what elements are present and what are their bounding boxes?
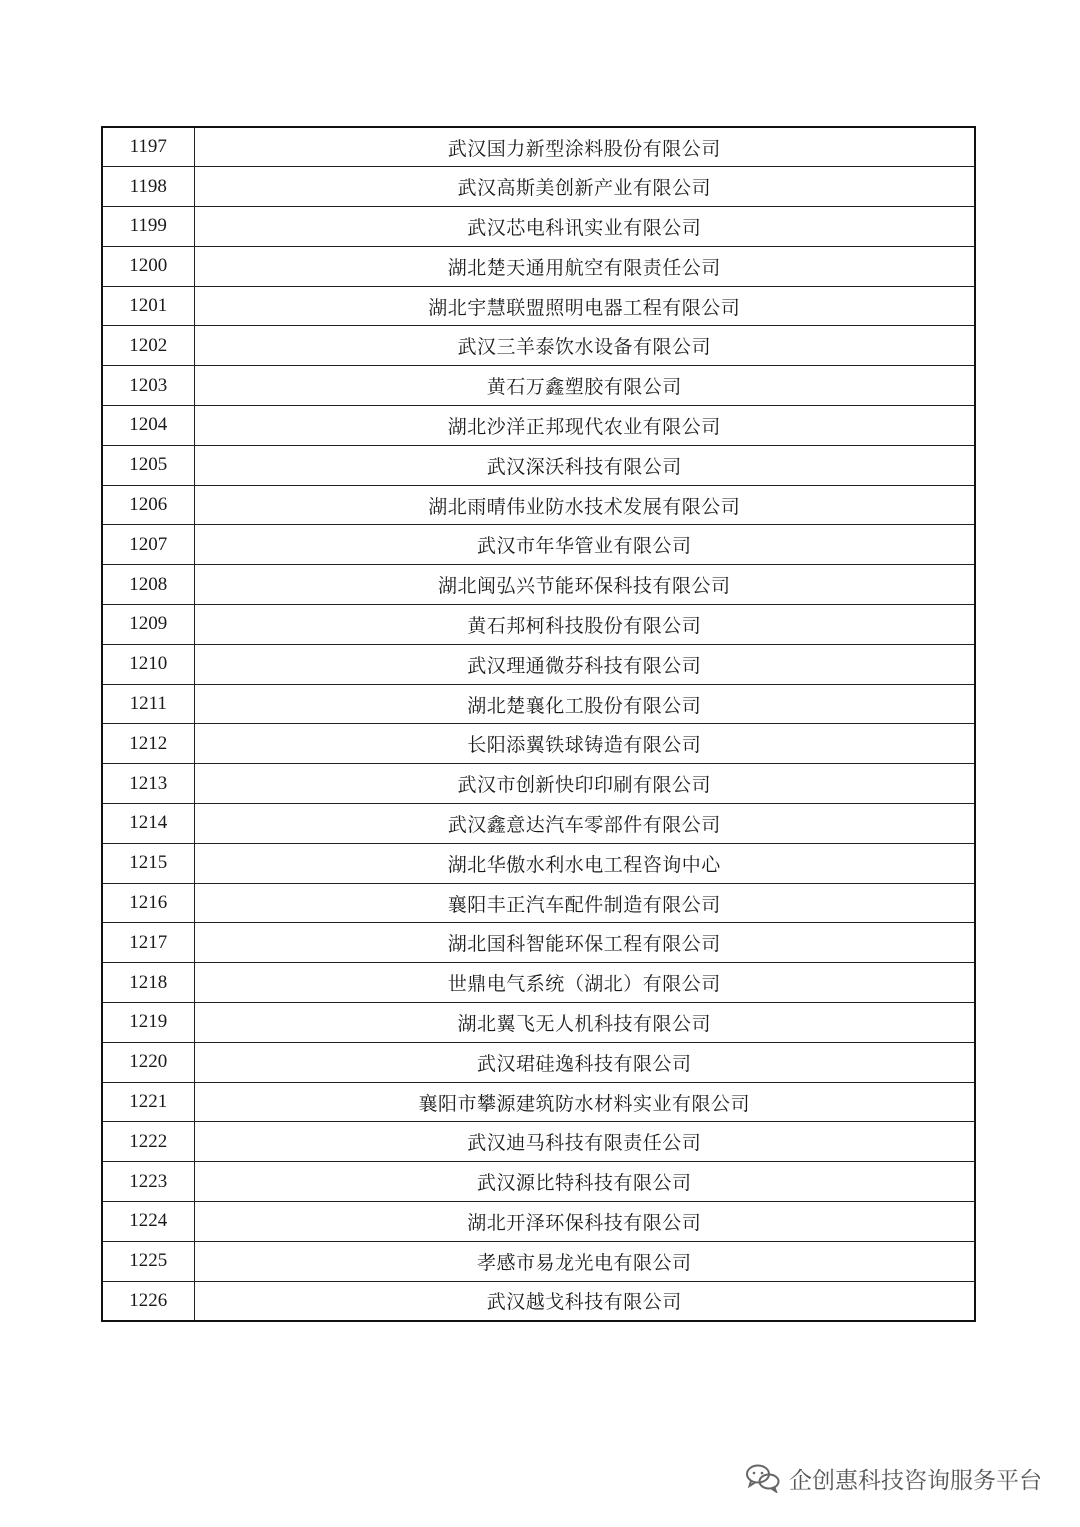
table-row (102, 286, 975, 326)
row-number: 1199 (102, 207, 194, 247)
wechat-icon (745, 1463, 781, 1493)
company-name: 襄阳市攀源建筑防水材料实业有限公司 (194, 1082, 975, 1122)
table-row (102, 366, 975, 406)
watermark (745, 1458, 1042, 1498)
company-name: 湖北华傲水利水电工程咨询中心 (194, 843, 975, 883)
company-name: 武汉三羊泰饮水设备有限公司 (194, 326, 975, 366)
company-name: 湖北翼飞无人机科技有限公司 (194, 1003, 975, 1043)
table-row (102, 843, 975, 883)
company-name: 武汉鑫意达汽车零部件有限公司 (194, 804, 975, 844)
table-row (102, 1042, 975, 1082)
row-number: 1223 (102, 1162, 194, 1202)
row-number: 1221 (102, 1082, 194, 1122)
company-name: 武汉市创新快印印刷有限公司 (194, 764, 975, 804)
company-name: 襄阳丰正汽车配件制造有限公司 (194, 883, 975, 923)
row-number: 1198 (102, 167, 194, 207)
table-row (102, 1003, 975, 1043)
company-name: 武汉理通微芬科技有限公司 (194, 644, 975, 684)
table-row (102, 246, 975, 286)
company-name: 湖北国科智能环保工程有限公司 (194, 923, 975, 963)
company-name: 孝感市易龙光电有限公司 (194, 1241, 975, 1281)
row-number: 1204 (102, 406, 194, 446)
row-number: 1215 (102, 843, 194, 883)
row-number: 1205 (102, 445, 194, 485)
row-number: 1218 (102, 963, 194, 1003)
company-name: 湖北闽弘兴节能环保科技有限公司 (194, 565, 975, 605)
row-number: 1219 (102, 1003, 194, 1043)
company-name: 黄石万鑫塑胶有限公司 (194, 366, 975, 406)
table-row (102, 485, 975, 525)
table-row (102, 127, 975, 167)
table-row (102, 207, 975, 247)
row-number: 1216 (102, 883, 194, 923)
company-list-body (102, 127, 975, 1321)
row-number: 1214 (102, 804, 194, 844)
company-name: 黄石邦柯科技股份有限公司 (194, 605, 975, 645)
table-row (102, 1162, 975, 1202)
table-row (102, 565, 975, 605)
company-name: 湖北沙洋正邦现代农业有限公司 (194, 406, 975, 446)
table-row (102, 644, 975, 684)
company-list-table (101, 126, 976, 1322)
company-name: 武汉深沃科技有限公司 (194, 445, 975, 485)
row-number: 1208 (102, 565, 194, 605)
table-row (102, 1122, 975, 1162)
row-number: 1225 (102, 1241, 194, 1281)
row-number: 1197 (102, 127, 194, 167)
table-row (102, 445, 975, 485)
table-row (102, 167, 975, 207)
row-number: 1210 (102, 644, 194, 684)
row-number: 1206 (102, 485, 194, 525)
company-name: 武汉市年华管业有限公司 (194, 525, 975, 565)
company-name: 武汉越戈科技有限公司 (194, 1281, 975, 1321)
table-row (102, 326, 975, 366)
company-name: 湖北楚天通用航空有限责任公司 (194, 246, 975, 286)
table-row (102, 923, 975, 963)
table-row (102, 883, 975, 923)
company-name: 长阳添翼铁球铸造有限公司 (194, 724, 975, 764)
row-number: 1201 (102, 286, 194, 326)
company-name: 湖北楚襄化工股份有限公司 (194, 684, 975, 724)
table-row (102, 1281, 975, 1321)
row-number: 1200 (102, 246, 194, 286)
table-row (102, 1082, 975, 1122)
table-row (102, 406, 975, 446)
row-number: 1202 (102, 326, 194, 366)
table-row (102, 1202, 975, 1242)
company-name: 湖北宇慧联盟照明电器工程有限公司 (194, 286, 975, 326)
company-name: 武汉珺硅逸科技有限公司 (194, 1042, 975, 1082)
row-number: 1207 (102, 525, 194, 565)
company-name: 世鼎电气系统（湖北）有限公司 (194, 963, 975, 1003)
company-name: 湖北雨晴伟业防水技术发展有限公司 (194, 485, 975, 525)
row-number: 1220 (102, 1042, 194, 1082)
company-name: 武汉源比特科技有限公司 (194, 1162, 975, 1202)
table-row (102, 684, 975, 724)
table-row (102, 804, 975, 844)
watermark-text: 企创惠科技咨询服务平台 (789, 1467, 1042, 1494)
table-row (102, 1241, 975, 1281)
row-number: 1213 (102, 764, 194, 804)
table-row (102, 724, 975, 764)
row-number: 1211 (102, 684, 194, 724)
company-name: 武汉芯电科讯实业有限公司 (194, 207, 975, 247)
row-number: 1222 (102, 1122, 194, 1162)
table-row (102, 963, 975, 1003)
row-number: 1203 (102, 366, 194, 406)
company-name: 武汉高斯美创新产业有限公司 (194, 167, 975, 207)
company-name: 武汉迪马科技有限责任公司 (194, 1122, 975, 1162)
table-row (102, 525, 975, 565)
table-row (102, 605, 975, 645)
row-number: 1209 (102, 605, 194, 645)
company-name: 湖北开泽环保科技有限公司 (194, 1202, 975, 1242)
row-number: 1226 (102, 1281, 194, 1321)
row-number: 1217 (102, 923, 194, 963)
row-number: 1212 (102, 724, 194, 764)
company-name: 武汉国力新型涂料股份有限公司 (194, 127, 975, 167)
table-row (102, 764, 975, 804)
row-number: 1224 (102, 1202, 194, 1242)
